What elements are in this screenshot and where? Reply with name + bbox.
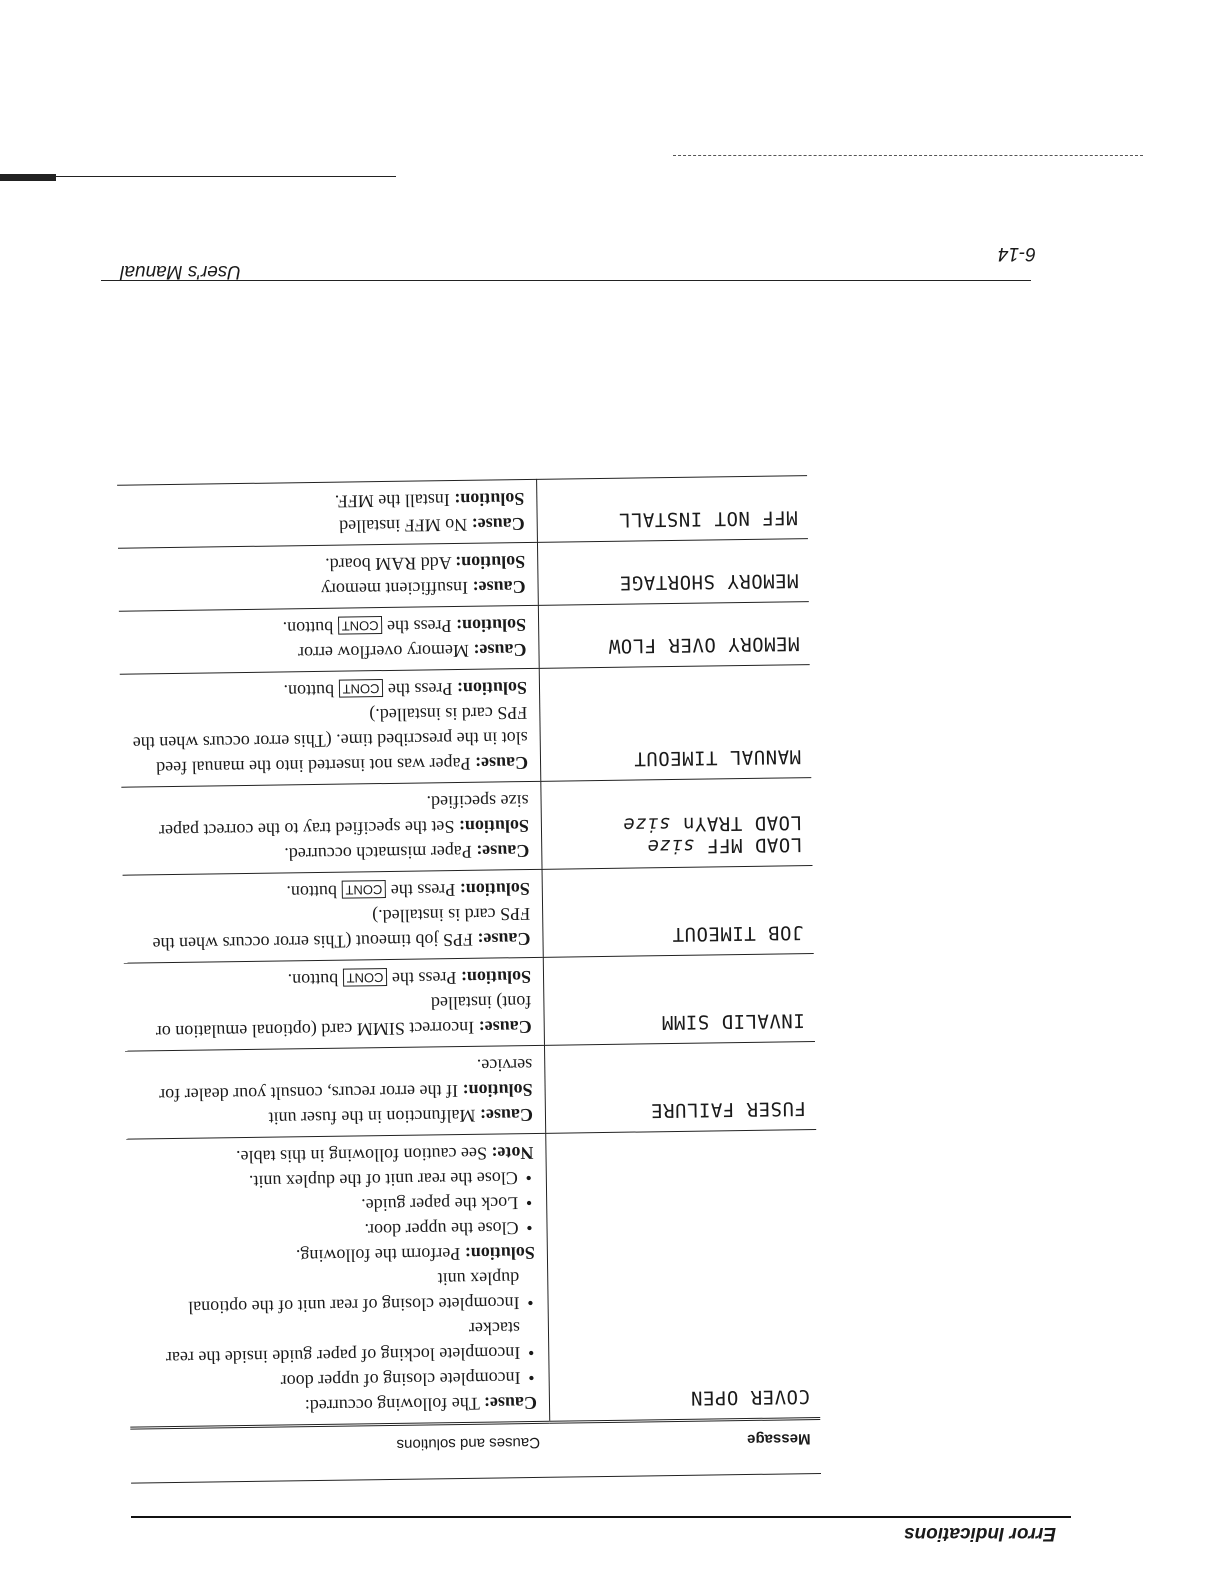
solution-label: Solution: — [459, 879, 530, 900]
solution-text: Press the — [387, 679, 453, 700]
causes-and-solutions — [121, 781, 542, 875]
cause-label: Cause: — [479, 1104, 534, 1126]
causes-and-solutions — [125, 1045, 546, 1139]
solution-text: Press the — [386, 616, 452, 637]
solution-text: Perform the following. — [295, 1244, 461, 1267]
cause-label: Cause: — [471, 514, 525, 535]
cause-bullet-list — [138, 1265, 537, 1396]
table-row — [120, 665, 812, 788]
cause-text: Paper mismatch occurred. — [284, 841, 472, 865]
scan-artifact-bar — [0, 174, 56, 181]
error-message: MANUAL TIMEOUT — [539, 665, 811, 782]
cause-label: Cause: — [472, 577, 526, 598]
table-row — [118, 539, 809, 612]
cause-label: Cause: — [478, 1016, 532, 1038]
solution-text: Add RAM board. — [325, 553, 452, 575]
page-number: 6-14 — [997, 243, 1036, 264]
causes-and-solutions — [120, 668, 541, 787]
list-item: • Close the rear unit of the duplex unit. — [137, 1165, 518, 1195]
causes-and-solutions — [117, 479, 537, 548]
manual-name: User's Manual — [120, 261, 241, 282]
header-rule — [131, 1516, 1071, 1518]
list-item: • Incomplete closing of rear unit of the optional duplex unit — [138, 1265, 520, 1320]
solution-text: Set the specified tray to the correct paper size specified. — [158, 791, 529, 842]
table-row — [123, 866, 814, 964]
cause-label: Cause: — [476, 841, 530, 862]
cause-label: Cause: — [477, 929, 531, 950]
cause-text: Paper was not inserted into the manual feed slot in the prescribed time. (This error occurs when the FPS card is installed.) — [132, 703, 528, 779]
list-item: • Incomplete locking of paper guide inside the rear stacker — [139, 1315, 521, 1370]
cause-text: The following occurred: — [304, 1393, 480, 1417]
solution-label: Solution: — [455, 552, 526, 574]
message-line — [552, 833, 802, 858]
error-table — [117, 475, 821, 1484]
causes-and-solutions — [124, 957, 545, 1051]
cont-key: CONT — [341, 880, 386, 899]
error-message: FUSER FAILURE — [544, 1042, 816, 1134]
list-item: • Close the upper door. — [137, 1215, 518, 1245]
cause-text: No MFF installed — [339, 514, 468, 537]
solution-label: Solution: — [460, 967, 532, 988]
cause-text: Malfunction in the fuser unit — [268, 1105, 476, 1129]
section-title: Error Indications — [903, 1523, 1056, 1544]
cont-key: CONT — [343, 968, 388, 987]
cause-text: FPS job timeout (This error occurs when the FPS card is installed.) — [152, 904, 531, 955]
message-variable: size — [622, 813, 671, 836]
solution-text-end: button. — [287, 969, 339, 991]
list-item: • Incomplete closing of upper door — [139, 1365, 520, 1395]
column-header-causes: Causes and solutions — [130, 1422, 550, 1483]
solution-label: Solution: — [462, 1079, 533, 1101]
error-message: MFF NOT INSTALL — [537, 476, 808, 543]
solution-text: If the error recurs, consult your dealer for service. — [159, 1054, 533, 1106]
message-fixed: LOAD MFF — [706, 833, 803, 857]
cont-key: CONT — [338, 679, 383, 698]
message-variable: size — [646, 834, 695, 858]
solution-label: Solution: — [464, 1242, 536, 1264]
table-row — [117, 476, 808, 549]
column-header-message: Message — [550, 1419, 821, 1478]
solution-text: Press the — [391, 968, 457, 989]
error-message: MEMORY OVER FLOW — [538, 602, 809, 669]
message-line — [552, 811, 802, 836]
cont-key: CONT — [338, 616, 383, 635]
table-row — [121, 778, 812, 876]
cause — [134, 989, 532, 1045]
message-fixed: LOAD TRAYn — [682, 811, 803, 835]
table-row — [125, 1042, 816, 1140]
cause — [130, 700, 528, 781]
solution-text: Press the — [390, 880, 456, 901]
solution — [135, 1052, 533, 1108]
error-message: JOB TIMEOUT — [542, 866, 814, 958]
error-message — [541, 778, 813, 870]
cause-text: Incorrect SIMM card (optional emulation or font) installed — [155, 991, 532, 1043]
cause-label: Cause: — [474, 753, 529, 774]
solution-text-end: button. — [282, 617, 334, 639]
solution-label: Solution: — [454, 489, 525, 511]
scan-artifact-line — [1, 176, 396, 177]
note-text: See caution following in this table. — [235, 1143, 488, 1168]
cause-text: Insufficient memory — [320, 577, 469, 600]
cause-label: Cause: — [483, 1392, 538, 1414]
solution-label: Solution: — [456, 678, 528, 700]
cause — [133, 901, 531, 957]
cause-text: Memory overflow error — [297, 640, 470, 664]
causes-and-solutions — [119, 605, 539, 674]
table-header-row — [130, 1419, 821, 1484]
solution — [131, 788, 529, 844]
cause-label: Cause: — [473, 640, 527, 661]
error-message: MEMORY SHORTAGE — [537, 539, 808, 606]
note-label: Note: — [491, 1142, 534, 1164]
solution-text: Install the MFF. — [334, 490, 450, 512]
solution-label: Solution: — [458, 816, 530, 837]
causes-and-solutions — [123, 869, 544, 963]
list-item: • Lock the paper guide. — [137, 1190, 518, 1220]
solution-text-end: button. — [286, 881, 338, 903]
causes-and-solutions — [126, 1133, 549, 1428]
scan-artifact-dots — [673, 155, 1143, 156]
solution-text-end: button. — [283, 680, 335, 702]
table-row — [124, 954, 815, 1052]
error-message: COVER OPEN — [546, 1130, 821, 1423]
table-row — [119, 602, 810, 675]
table-row — [126, 1130, 820, 1429]
error-message: INVALID SIMM — [543, 954, 815, 1046]
causes-and-solutions — [118, 542, 538, 611]
solution-label: Solution: — [455, 615, 527, 637]
solution-bullet-list — [137, 1165, 535, 1246]
